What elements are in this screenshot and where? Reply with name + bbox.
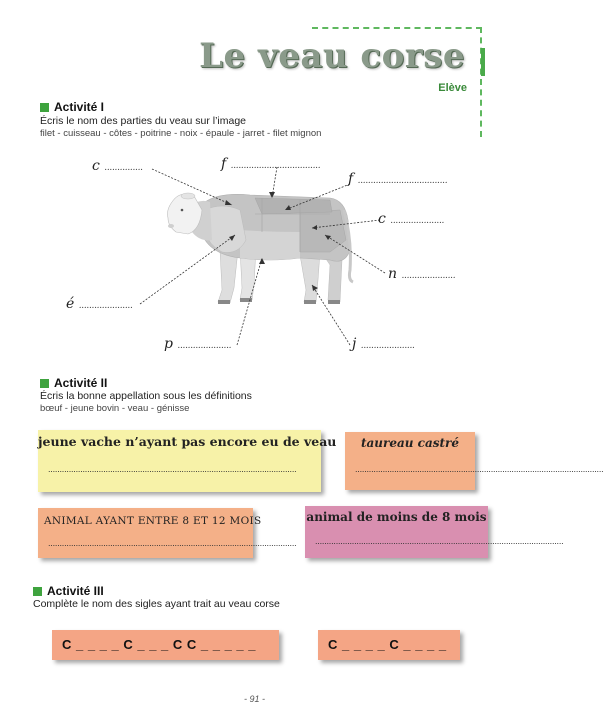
- header-dashed-line-vertical: [480, 27, 482, 137]
- label-n-letter: n: [388, 266, 398, 282]
- label-n-dots[interactable]: .....................: [401, 271, 456, 281]
- label-c2-letter: c: [378, 211, 386, 227]
- label-e-letter: é: [66, 296, 75, 312]
- activity3-instruction: Complète le nom des sigles ayant trait au veau corse: [33, 598, 280, 610]
- label-f2-letter: f: [348, 171, 354, 187]
- calf-body: [168, 193, 354, 304]
- label-f2: [348, 171, 447, 187]
- definition-text: animal de moins de 8 mois: [306, 510, 487, 524]
- answer-dots[interactable]: ............................................................................................................: [48, 464, 297, 474]
- label-p-dots[interactable]: .....................: [177, 341, 232, 351]
- label-e: [66, 296, 133, 312]
- activity1-instruction: Écris le nom des parties du veau sur l’image: [40, 115, 247, 127]
- page-number: - 91 -: [243, 694, 265, 704]
- label-c1: [92, 158, 143, 174]
- definition-card-boeuf: [345, 432, 603, 490]
- label-c1-letter: c: [92, 158, 100, 174]
- sigle-text-2[interactable]: C _ _ _ _ C _ _ _ _: [328, 637, 447, 652]
- answer-dots[interactable]: ............................................................................................................: [48, 538, 297, 548]
- definition-card-genisse: [38, 430, 337, 492]
- bullet-square-icon: [40, 379, 49, 388]
- definition-text: ANIMAL AYANT ENTRE 8 ET 12 MOIS: [44, 515, 262, 527]
- activity1-title: [40, 100, 104, 114]
- definition-text: taureau castré: [360, 436, 459, 450]
- activity1-word-list: filet - cuisseau - côtes - poitrine - noix - épaule - jarret - filet mignon: [40, 128, 322, 139]
- label-f2-dots[interactable]: ...................................: [357, 176, 448, 186]
- page-title: Le veau corse: [199, 36, 465, 76]
- header-accent-bar: [481, 48, 485, 76]
- answer-dots[interactable]: ............................................................................................................: [315, 536, 564, 546]
- activity1-title-text: Activité I: [54, 100, 105, 114]
- activity2-instruction: Écris la bonne appellation sous les définitions: [40, 390, 252, 402]
- label-n: [388, 266, 455, 282]
- label-j: [352, 336, 415, 352]
- sigle-card-2: [318, 630, 460, 660]
- activity2-word-list: bœuf - jeune bovin - veau - génisse: [40, 403, 190, 414]
- label-c1-dots[interactable]: ...............: [104, 163, 143, 173]
- definition-card-jeune-bovin: [38, 508, 297, 558]
- label-f1-dots[interactable]: ...................................: [230, 161, 321, 171]
- bullet-square-icon: [33, 587, 42, 596]
- answer-dots[interactable]: ............................................................................................................: [355, 464, 603, 474]
- sigle-card-1: [52, 630, 279, 660]
- page-subtitle: Elève: [438, 82, 467, 94]
- activity2-title-text: Activité II: [54, 376, 108, 390]
- activity3-title-text: Activité III: [47, 584, 104, 598]
- label-c2: [378, 211, 444, 227]
- activity3-title: [33, 584, 104, 598]
- label-e-dots[interactable]: .....................: [78, 301, 133, 311]
- label-j-letter: j: [352, 336, 357, 352]
- definition-text: jeune vache n’ayant pas encore eu de veau: [38, 434, 337, 449]
- label-p-letter: p: [164, 336, 173, 352]
- definition-card-veau: [305, 506, 564, 558]
- label-f1: [221, 156, 320, 172]
- header-dashed-line: [312, 27, 482, 29]
- sigle-text-1[interactable]: C _ _ _ _ C _ _ _ C C _ _ _ _ _: [62, 637, 256, 652]
- activity2-title: [40, 376, 107, 390]
- bullet-square-icon: [40, 103, 49, 112]
- label-c2-dots[interactable]: .....................: [390, 216, 445, 226]
- label-p: [164, 336, 231, 352]
- label-f1-letter: f: [221, 156, 227, 172]
- label-j-dots[interactable]: .....................: [360, 341, 415, 351]
